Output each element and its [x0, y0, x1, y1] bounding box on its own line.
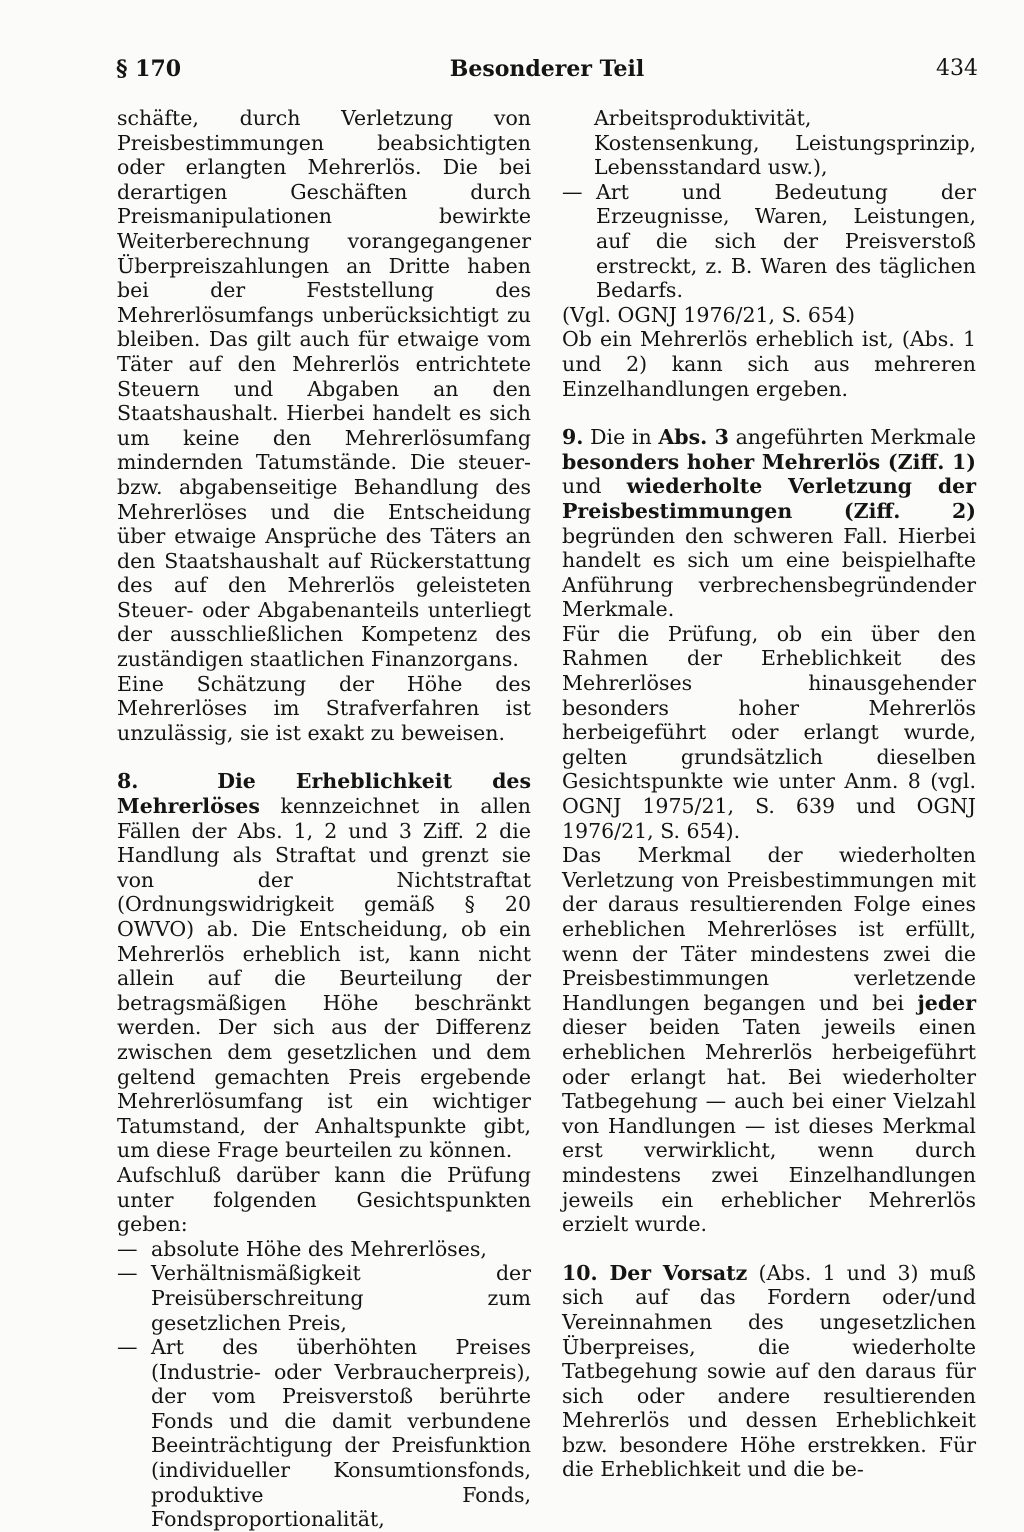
list-item: — Verhältnismäßigkeit der Preisüberschreitung zum gesetzlichen Preis,	[117, 1261, 531, 1335]
paragraph-text: Das Merkmal der wiederholten Verletzung von Preisbestimmungen mit der daraus resultierenden Folge eines erheblichen Mehrerlöses ist erfüllt, wenn der Täter mindestens zwei die Preisbestimmungen verletzende Handlungen begangen und bei	[562, 843, 976, 1015]
annotation-text: kennzeichnet in allen Fällen der Abs. 1, 2 und 3 Ziff. 2 die Handlung als Straftat und grenzt sie von der Nichtstraftat (Ordnungswidrigkeit gemäß § 20 OWVO) ab. Die Entscheidung, ob ein Mehrerlös erheblich ist, kann nicht allein auf die Beurteilung der betragsmäßigen Höhe beschränkt werden. Der sich aus der Differenz zwischen dem gesetzlichen und dem geltend gemachten Preis ergebende Mehrerlösumfang ist ein wichtiger Tatumstand, der Anhaltspunkte gibt, um diese Frage beurteilen zu können.	[117, 794, 531, 1163]
paragraph: Aufschluß darüber kann die Prüfung unter folgenden Gesichtspunkten geben:	[117, 1162, 531, 1237]
annotation-heading: Der Vorsatz	[597, 1260, 748, 1285]
criteria-list-continued	[562, 180, 976, 303]
list-continuation: Arbeitsproduktivität, Kostensenkung, Leistungsprinzip, Lebensstandard usw.),	[594, 106, 976, 180]
annotation-text: begründen den schweren Fall. Hierbei handelt es sich um eine beispielhafte Anführung verbrechensbegründender Merkmale.	[562, 523, 976, 622]
paragraph-emphasis: jeder	[917, 990, 976, 1015]
annotation-number: 10.	[562, 1260, 598, 1285]
annotation-number: 9.	[562, 425, 584, 450]
annotation-text: (Abs. 1 und 3) muß sich auf das Fordern oder/und Vereinnahmen des ungesetzlichen Überpreises, die wiederholte Tatbegehung sowie auf den daraus für sich oder andere resultierenden Mehrerlös und dessen Erheblichkeit bzw. besondere Höhe erstrekken. Für die Erheblichkeit und die be-	[562, 1260, 977, 1482]
annotation-text: Die in	[583, 425, 659, 450]
annotation-emphasis: Abs. 3	[658, 425, 729, 450]
paragraph: Eine Schätzung der Höhe des Mehrerlöses im Strafverfahren ist unzulässig, sie ist exakt zu beweisen.	[117, 671, 531, 745]
paragraph-text: dieser beiden Taten jeweils einen erheblichen Mehrerlös herbeigeführt oder erlangt hat. Bei wiederholter Tatbegehung — auch bei einer Vielzahl von Handlungen — ist dieses Merkmal erst verwirklicht, wenn durch mindestens zwei Einzelhandlungen jeweils ein erheblicher Mehrerlös erzielt wurde.	[562, 1015, 976, 1237]
annotation-emphasis: besonders hoher Mehrerlös (Ziff. 1)	[562, 449, 976, 474]
list-item: — Art und Bedeutung der Erzeugnisse, Waren, Leistungen, auf die sich der Preisverstoß erstreckt, z. B. Waren des täglichen Bedarfs.	[562, 180, 976, 303]
page-header	[116, 56, 978, 90]
annotation-text: und	[562, 474, 627, 499]
annotation-10	[562, 1261, 976, 1482]
left-column	[117, 106, 531, 1532]
annotation-text: angeführten Merkmale	[728, 425, 976, 450]
annotation-emphasis: wiederholte Verletzung der Preisbestimmungen (Ziff. 2)	[562, 474, 976, 523]
annotation-9	[562, 425, 976, 622]
annotation-heading: Die Erheblichkeit des Mehrerlöses	[117, 769, 531, 819]
paragraph: Für die Prüfung, ob ein über den Rahmen der Erheblichkeit des Mehrerlöses hinausgehender besonders hoher Mehrerlös herbeigeführt oder erlangt wurde, gelten grundsätzlich dieselben Gesichtspunkte wie unter Anm. 8 (vgl. OGNJ 1975/21, S. 639 und OGNJ 1976/21, S. 654).	[562, 621, 976, 843]
part-title: Besonderer Teil	[449, 56, 645, 82]
paragraph: schäfte, durch Verletzung von Preisbestimmungen beabsichtigten oder erlangten Mehrerlös. Die bei derartigen Geschäften durch Preismanipulationen bewirkte Weiterberechnung vorangegangener Überpreiszahlungen an Dritte haben bei der Feststellung des Mehrerlösumfangs unberücksichtigt zu bleiben. Das gilt auch für etwaige vom Täter auf den Mehrerlös entrichtete Steuern und Abgaben an den Staatshaushalt. Hierbei handelt es sich um keine den Mehrerlösumfang mindernden Tatumstände. Die steuer- bzw. abgabenseitige Behandlung des Mehrerlöses und die Entscheidung über etwaige Ansprüche des Täters an den Staatshaushalt auf Rückerstattung des auf den Mehrerlös geleisteten Steuer- oder Abgabenanteils unterliegt der ausschließlichen Kompetenz des zuständigen staatlichen Finanzorgans.	[117, 106, 531, 672]
section-number: § 170	[116, 56, 182, 82]
annotation-number: 8.	[117, 769, 139, 794]
reference: (Vgl. OGNJ 1976/21, S. 654)	[562, 302, 856, 327]
criteria-list	[117, 1237, 531, 1532]
page-number: 434	[936, 56, 978, 81]
right-column	[562, 106, 976, 1482]
list-item: — absolute Höhe des Mehrerlöses,	[117, 1237, 531, 1262]
paragraph	[562, 843, 976, 1237]
list-item: — Art des überhöhten Preises (Industrie- oder Verbraucherpreis), der vom Preisverstoß berührte Fonds und die damit verbundene Beeinträchtigung der Preisfunktion (individueller Konsumtionsfonds, produktive Fonds, Fondsproportionalität,	[117, 1335, 531, 1532]
paragraph: Ob ein Mehrerlös erheblich ist, (Abs. 1 und 2) kann sich aus mehreren Einzelhandlungen ergeben.	[562, 327, 976, 401]
annotation-8	[117, 769, 531, 1163]
